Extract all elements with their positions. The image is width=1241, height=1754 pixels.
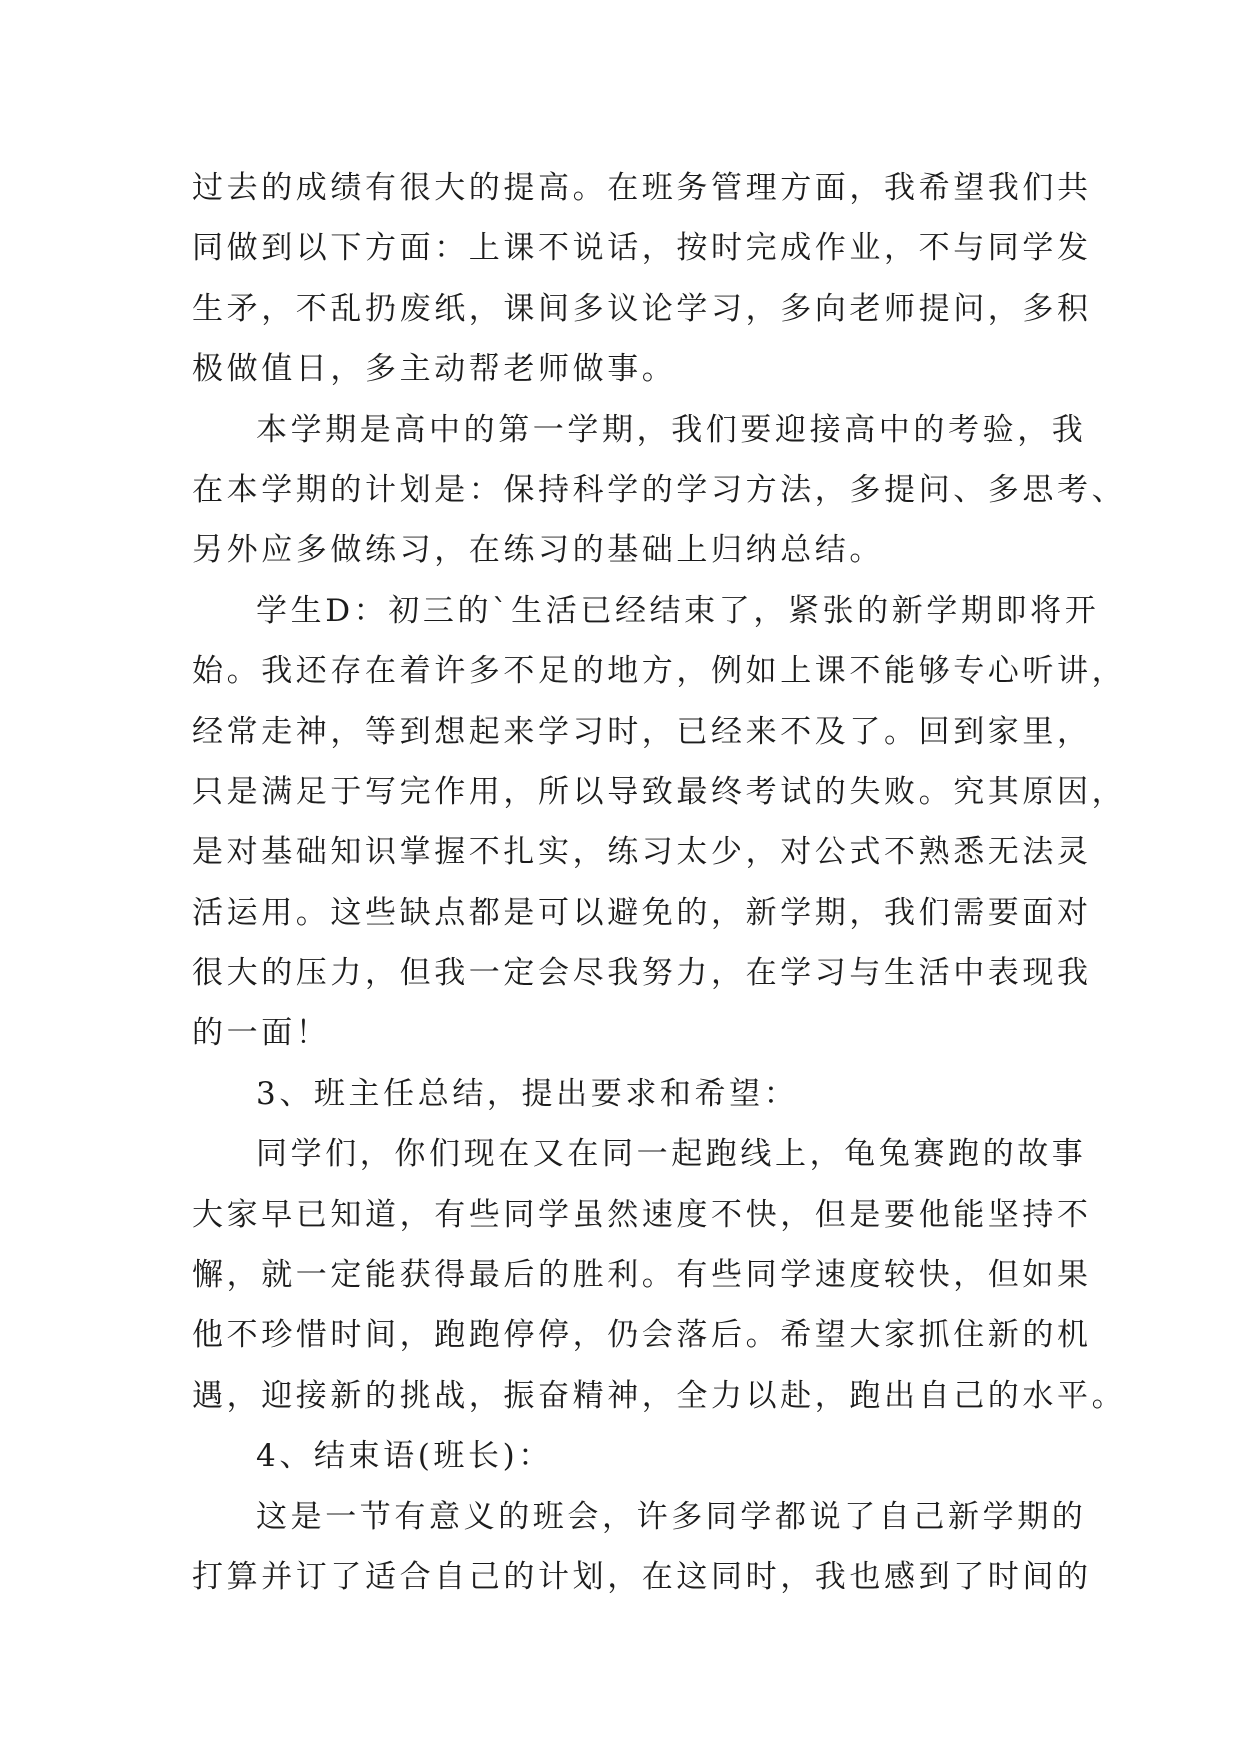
text-line: 活运用。这些缺点都是可以避免的，新学期，我们需要面对 (192, 894, 1092, 931)
document-body (192, 158, 1127, 1607)
text-line: 只是满足于写完作用，所以导致最终考试的失败。究其原因， (192, 773, 1127, 810)
paragraph-first-line: 同学们，你们现在又在同一起跑线上，龟兔赛跑的故事 (256, 1136, 1087, 1173)
paragraph-first-line: 这是一节有意义的班会，许多同学都说了自己新学期的 (256, 1498, 1087, 1535)
text-line: 他不珍惜时间，跑跑停停，仍会落后。希望大家抓住新的机 (192, 1317, 1092, 1354)
text-line: 始。我还存在着许多不足的地方，例如上课不能够专心听讲， (192, 653, 1127, 690)
paragraph-first-line: 学生D：初三的`生活已经结束了，紧张的新学期即将开 (256, 592, 1100, 629)
text-line: 很大的压力，但我一定会尽我努力，在学习与生活中表现我 (192, 955, 1092, 992)
text-line: 打算并订了适合自己的计划，在这同时，我也感到了时间的 (192, 1558, 1092, 1595)
text-line: 极做值日，多主动帮老师做事。 (192, 351, 677, 388)
text-line: 的一面！ (192, 1015, 331, 1052)
text-line: 遇，迎接新的挑战，振奋精神，全力以赴，跑出自己的水平。 (192, 1377, 1127, 1414)
text-line: 另外应多做练习，在练习的基础上归纳总结。 (192, 532, 884, 569)
text-line: 同做到以下方面：上课不说话，按时完成作业，不与同学发 (192, 230, 1092, 267)
text-line: 是对基础知识掌握不扎实，练习太少，对公式不熟悉无法灵 (192, 834, 1092, 871)
text-line: 经常走神，等到想起来学习时，已经来不及了。回到家里， (192, 713, 1092, 750)
paragraph-first-line: 本学期是高中的第一学期，我们要迎接高中的考验，我 (256, 411, 1087, 448)
text-line: 在本学期的计划是：保持科学的学习方法，多提问、多思考、 (192, 471, 1127, 508)
text-line: 过去的成绩有很大的提高。在班务管理方面，我希望我们共 (192, 170, 1092, 206)
text-line: 大家早已知道，有些同学虽然速度不快，但是要他能坚持不 (192, 1196, 1092, 1233)
section-heading: 4、结束语(班长)： (256, 1438, 553, 1475)
text-line: 懈，就一定能获得最后的胜利。有些同学速度较快，但如果 (192, 1257, 1092, 1294)
text-line: 生矛，不乱扔废纸，课间多议论学习，多向老师提问，多积 (192, 290, 1092, 327)
section-heading: 3、班主任总结，提出要求和希望： (256, 1075, 799, 1112)
